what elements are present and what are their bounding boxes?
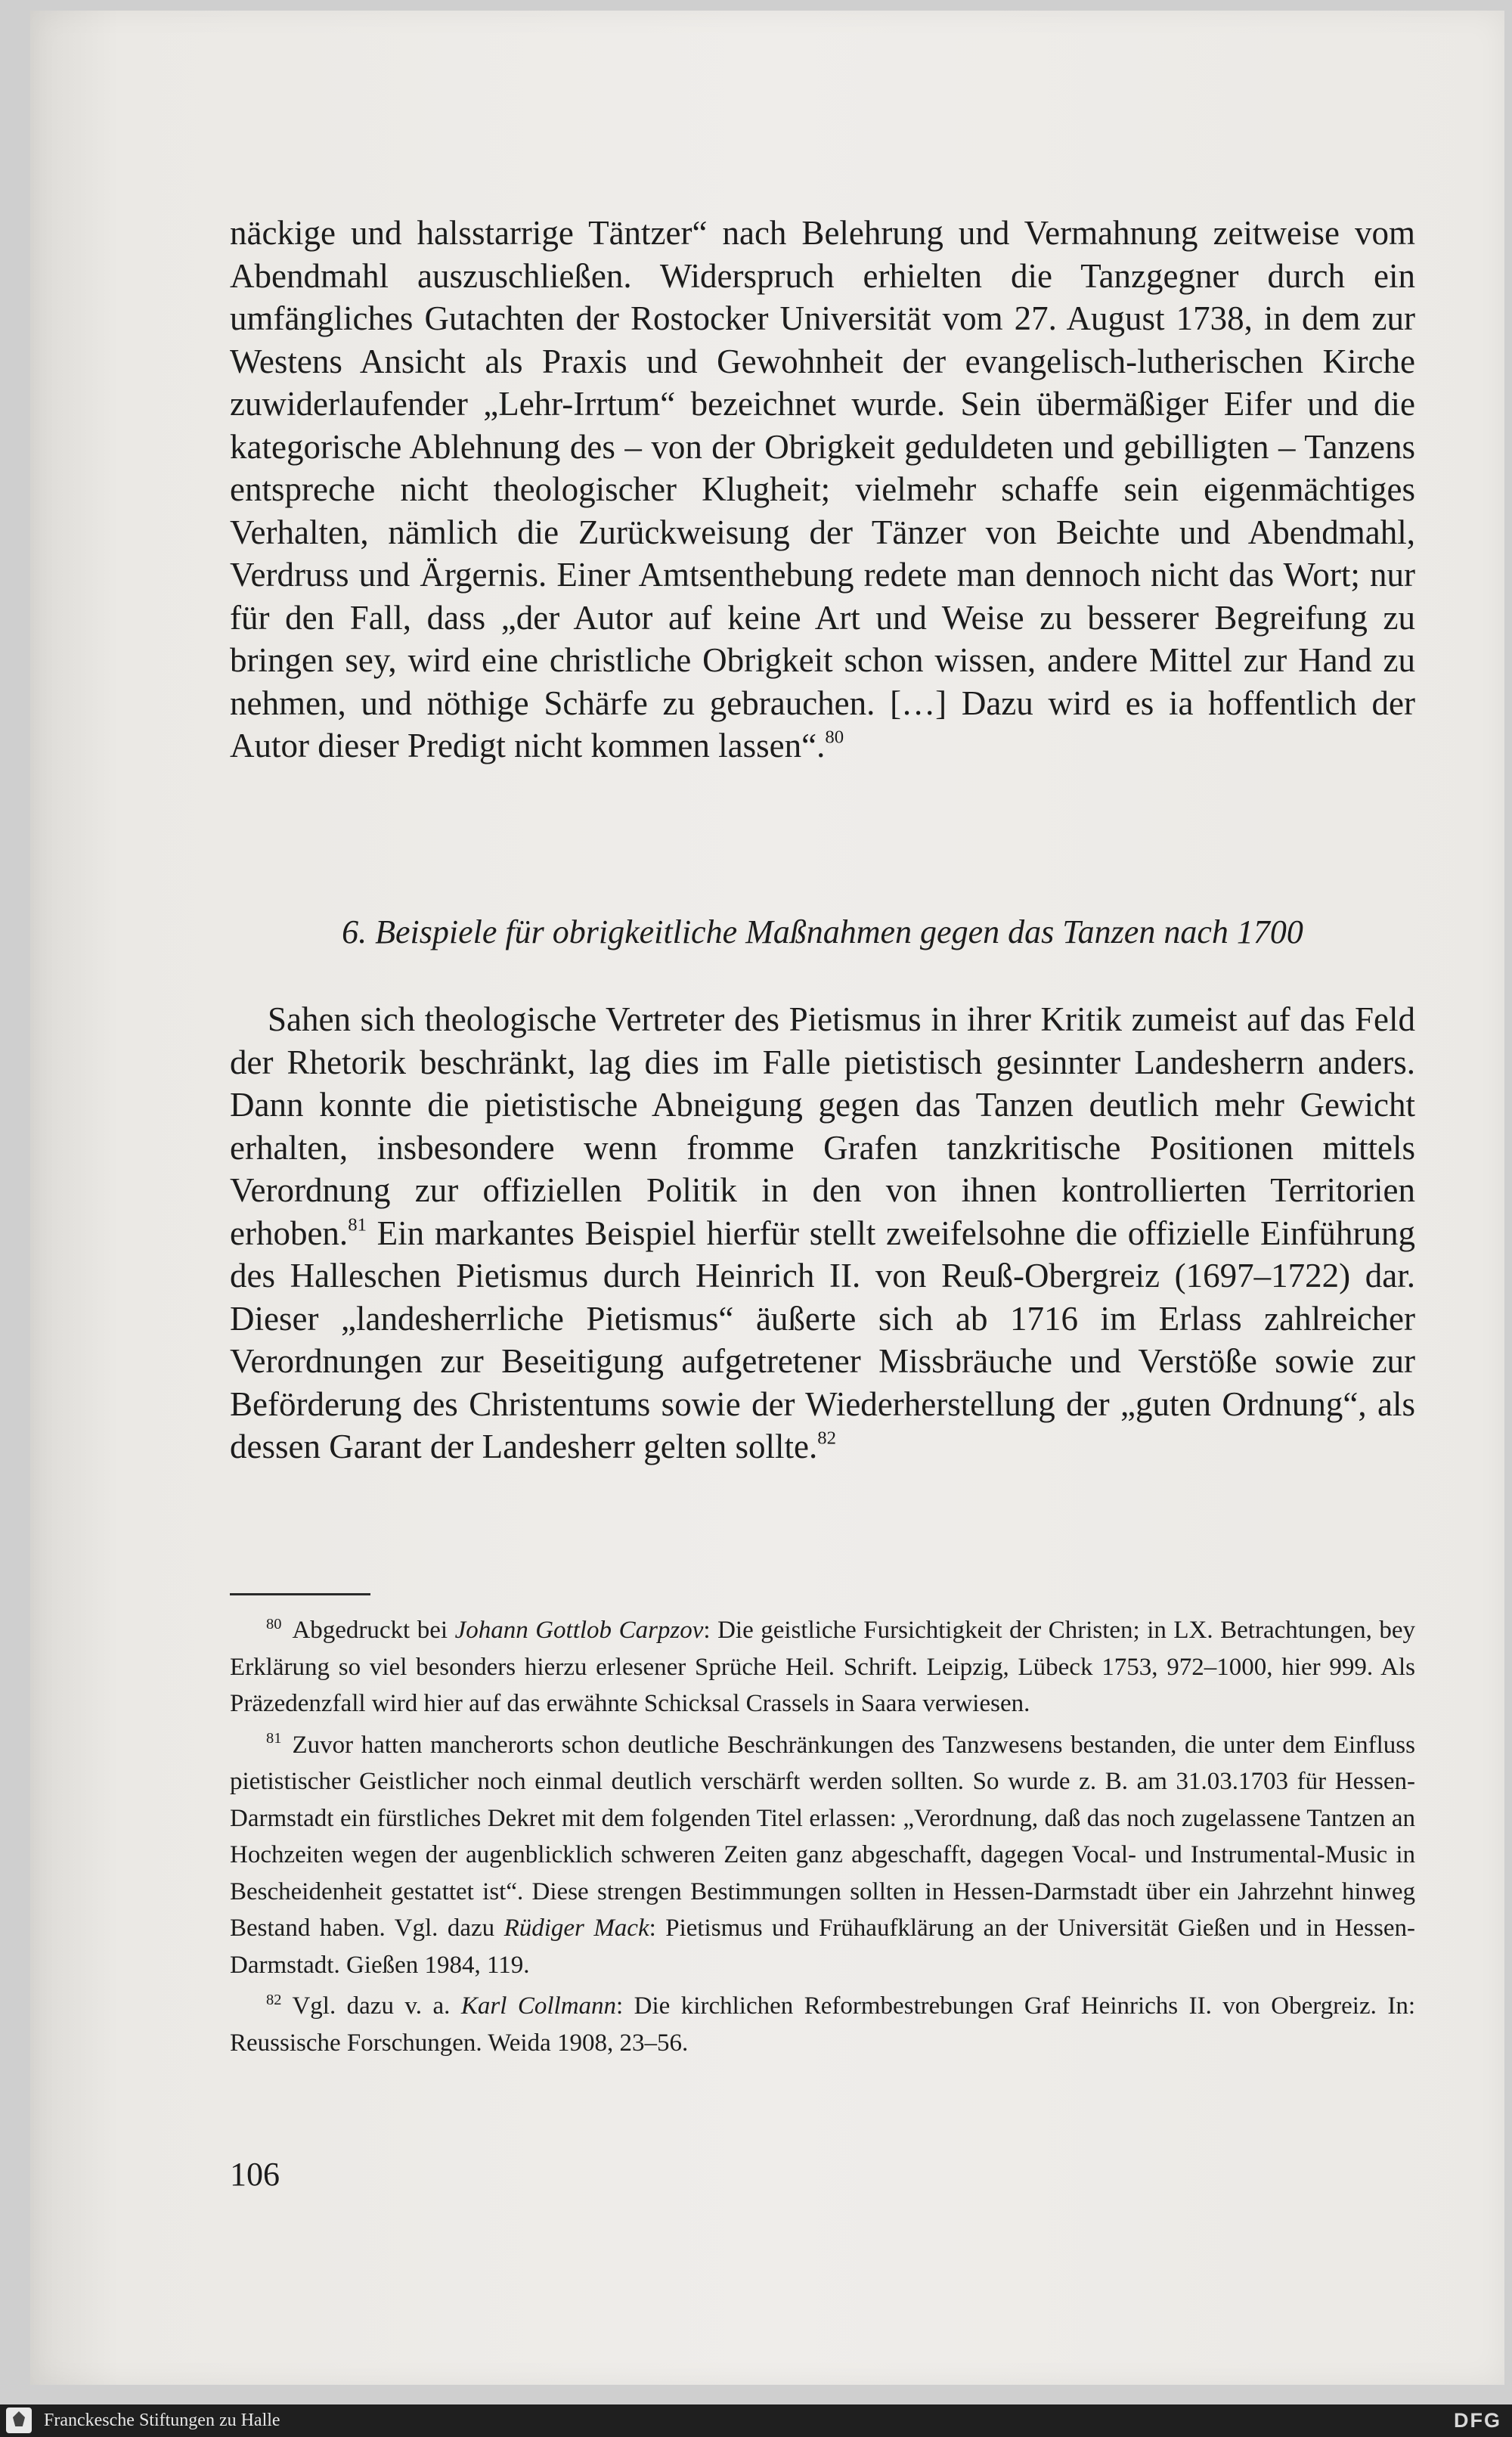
archive-logo-icon	[6, 2408, 32, 2433]
page-number: 106	[230, 2156, 280, 2193]
footnote-text: Zuvor hatten mancherorts schon deutliche Beschränkungen des Tanzwesens bestanden, die unter dem Einfluss pietistischer Geistlicher noch einmal deutlich verschärft werden sollten. So wurde z. B. am 31.03.1703 für Hessen-Darmstadt ein fürstliches Dekret mit dem folgenden Titel erlassen: „Verordnung, daß das noch zugelassene Tantzen an Hochzeiten wegen der augenblicklich schweren Zeiten ganz abgeschafft, dagegen Vocal- und Instrumental-Music in Bescheidenheit gestattet ist“. Diese strengen Bestimmungen sollten in Hessen-Darmstadt über ein Jahrzehnt hinweg Bestand haben. Vgl. dazu	[230, 1731, 1415, 1942]
archive-name: Franckesche Stiftungen zu Halle	[44, 2411, 280, 2430]
footnote-ref-81: 81	[348, 1214, 367, 1235]
body-paragraph-2	[230, 998, 1415, 1468]
paragraph-text: Ein markantes Beispiel hierfür stellt zweifelsohne die offizielle Einführung des Halleschen Pietismus durch Heinrich II. von Reuß-Obergreiz (1697–1722) dar. Dieser „landesherrliche Pietismus“ äußerte sich ab 1716 im Erlass zahlreicher Verordnungen zur Beseitigung aufgetretener Missbräuche und Verstöße sowie zur Beförderung des Christentums sowie der Wiederherstellung der „guten Ordnung“, als dessen Garant der Landesherr gelten sollte.	[230, 1214, 1415, 1465]
footnote-text: Vgl. dazu v. a.	[292, 1992, 461, 2020]
footnote-ref-80: 80	[825, 727, 844, 748]
author-name: Rüdiger Mack	[503, 1915, 649, 1942]
author-name: Johann Gottlob Carpzov	[454, 1617, 704, 1644]
body-paragraph-1	[230, 212, 1415, 767]
paragraph-text: Sahen sich theologische Vertreter des Pietismus in ihrer Kritik zumeist auf das Feld der Rhetorik beschränkt, lag dies im Falle pietistisch gesinnter Landesherrn anders. Dann konnte die pietistische Abneigung gegen das Tanzen deutlich mehr Gewicht erhalten, insbesondere wenn fromme Grafen tanzkritische Positionen mittels Verordnung zur offiziellen Politik in den von ihnen kontrollierten Territorien erhoben.	[230, 1000, 1415, 1252]
footnote-number: 80	[266, 1615, 282, 1632]
footnote-text: : Die kirchlichen Reformbestrebungen Graf Heinrichs II. von Obergreiz. In: Reussische Forschungen. Weida 1908, 23–56.	[230, 1992, 1415, 2057]
footnote-rule	[230, 1593, 370, 1595]
footnotes	[230, 1612, 1415, 2066]
footnote-number: 82	[266, 1991, 282, 2008]
footnote-80	[230, 1612, 1415, 1722]
author-name: Karl Collmann	[460, 1992, 617, 2020]
footnote-text: : Pietismus und Frühaufklärung an der Universität Gießen und in Hessen-Darmstadt. Gießen 1984, 119.	[230, 1915, 1415, 1979]
footnote-ref-82: 82	[817, 1428, 836, 1449]
footnote-82	[230, 1988, 1415, 2061]
dfg-logo: DFG	[1454, 2409, 1501, 2432]
footnote-81	[230, 1727, 1415, 1984]
footnote-number: 81	[266, 1730, 282, 1747]
footnote-text: Abgedruckt bei	[292, 1617, 455, 1644]
section-heading: 6. Beispiele für obrigkeitliche Maßnahmen gegen das Tanzen nach 1700	[342, 913, 1303, 950]
paragraph-text: näckige und halsstarrige Täntzer“ nach Belehrung und Vermahnung zeitweise vom Abendmahl auszuschließen. Widerspruch erhielten die Tanzgegner durch ein umfängliches Gutachten der Rostocker Universität vom 27. August 1738, in dem zur Westens Ansicht als Praxis und Gewohnheit der evangelisch-lutherischen Kirche zuwiderlaufender „Lehr-Irrtum“ bezeichnet wurde. Sein übermäßiger Eifer und die kategorische Ablehnung des – von der Obrigkeit geduldeten und gebilligten – Tanzens entspreche nicht theologischer Klugheit; vielmehr schaffe sein eigenmächtiges Verhalten, nämlich die Zurückweisung der Tänzer von Beichte und Abendmahl, Verdruss und Ärgernis. Einer Amtsenthebung redete man dennoch nicht das Wort; nur für den Fall, dass „der Autor auf keine Art und Weise zu besserer Begreifung zu bringen sey, wird eine christliche Obrigkeit schon wissen, andere Mittel zur Hand zu nehmen, und nöthige Schärfe zu gebrauchen. […] Dazu wird es ia hoffentlich der Autor dieser Predigt nicht kommen lassen“.	[230, 214, 1415, 764]
footnote-text: : Die geistliche Fursichtigkeit der Christen; in LX. Betrachtungen, bey Erklärung so viel besonders hierzu erlesener Sprüche Heil. Schrift. Leipzig, Lübeck 1753, 972–1000, hier 999. Als Präzedenzfall wird hier auf das erwähnte Schicksal Crassels in Saara verwiesen.	[230, 1617, 1415, 1717]
